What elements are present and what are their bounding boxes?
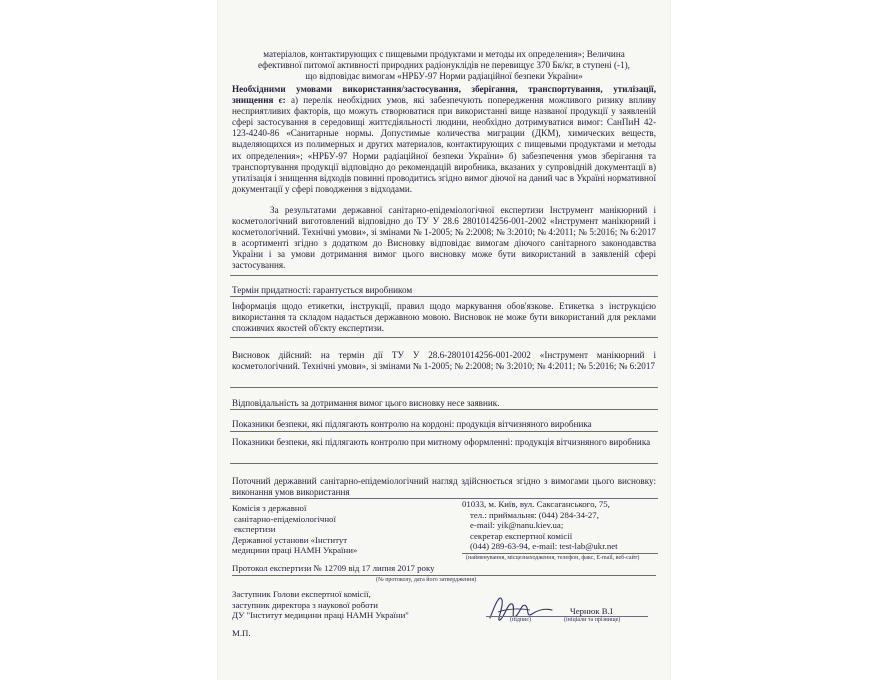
intro-line-3: що відповідає вимогам «НРБУ-97 Норми радіаційної безпеки України» — [305, 71, 583, 82]
signature-caption: (підпис) — [510, 617, 532, 623]
supervision-text: Поточний державний санітарно-епідеміологічний нагляд здійснюється згідно з вимогами цього висновку: виконання умов використання — [232, 476, 656, 498]
supervision-paragraph — [232, 476, 656, 498]
intro-line-2: ефективної питомої активності природних радіонуклідів не перевищує 370 Бк/кг, в ступені (-1), — [258, 60, 630, 71]
protocol-underline — [232, 575, 656, 576]
contact-email: e-mail: yik@nanu.kiev.ua; — [470, 520, 564, 531]
signatory-line-3: ДУ "Інститут медицини праці НАМН України" — [232, 610, 409, 621]
results-paragraph — [232, 205, 656, 272]
divider — [230, 275, 658, 276]
contacts-underline — [462, 553, 658, 554]
commission-contacts — [462, 499, 658, 552]
signatory-name: Чернюк В.І — [570, 606, 613, 616]
shelf-life: Термін придатності: гарантується виробником — [232, 285, 413, 295]
results-text: За результатами державної санітарно-епідеміологічної експертизи Інструмент манікюрний і косметологічний виготовлений відповідно до ТУ У 28.6 2801014256-001-2002 «Інструмент манікюрний і косметологічний. Технічні умови», зі змінами № 1-2005; № 2:2008; № 3:2010; № 4:2011; № 5:2016; № 6:2017 в асортименті згідно з додатком до Висновку відповідає вимогам діючого санітарного законодавства України і за умови дотримання вимог цього висновку може бути використаний в заявленій сфері застосування. — [232, 205, 656, 271]
intro-paragraph — [232, 49, 656, 82]
divider — [230, 463, 658, 464]
contact-phone: тел.: приймальня: (044) 284-34-27, — [470, 509, 599, 520]
commission-line-5: медицини праці НАМН України» — [232, 545, 358, 556]
commission-line-3: експертизи — [234, 524, 276, 535]
customs-indicators-paragraph — [232, 437, 656, 448]
border-indicators: Показники безпеки, які підлягають контролю на кордоні: продукція вітчизняного виробника — [232, 419, 592, 429]
divider — [230, 296, 658, 297]
signatory-line-1: Заступник Голови експертної комісії, — [232, 589, 371, 599]
divider — [230, 409, 658, 410]
commission-line-4: Державної установи «Інститут — [232, 534, 348, 545]
conditions-section — [232, 84, 656, 195]
contact-address: 01033, м. Київ, вул. Саксаганського, 75, — [462, 499, 610, 509]
commission-line-2: санітарно-епідеміологічної — [234, 513, 336, 524]
protocol-caption: (№ протоколу, дата його затвердження) — [376, 577, 477, 583]
responsibility: Відповідальність за дотримання вимог цього висновку несе заявник. — [232, 398, 500, 408]
divider — [230, 337, 658, 338]
contact-phone-2: (044) 289-63-94, e-mail: test-lab@ukr.net — [470, 541, 618, 552]
customs-indicators: Показники безпеки, які підлягають контролю при митному оформленні: продукція вітчизняного виробника — [232, 437, 651, 447]
commission-line-1: Комісія з державної — [232, 503, 307, 513]
validity-paragraph — [232, 350, 656, 372]
document-page — [218, 0, 670, 680]
labeling-text: Інформація щодо етикетки, інструкції, правил щодо маркування обов'язкове. Етикетка з інструкцією використання та складом надається державною мовою. Висновок не може бути використаний для реклами споживчих якостей об'єкту експертизи. — [232, 301, 656, 334]
validity-text: Висновок дійсний: на термін дії ТУ У 28.6-2801014256-001-2002 «Інструмент манікюрний і косметологічний. Технічні умови», зі змінами № 1-2005; № 2:2008; № 3:2010; № 4:2011; № 5:2016; № 6:2017 — [232, 350, 656, 372]
commission-name — [232, 503, 432, 556]
divider — [230, 431, 658, 432]
intro-line-1: матеріалов, контактирующих с пищевыми продуктами и методы их определения»; Величина — [263, 49, 625, 59]
conditions-body: а) перелік необхідних умов, які забезпечують попередження можливого ризику впливу несприятливих факторів, що можуть створюватися при використанні вище названої продукції у заявленій сфері застосування в середовищі життєдіяльності людини, необхідно дотримуватися вимог: СанПиН 42-123-4240-86 «Санитарные нормы. Допустимые количества миграции (ДКМ), химических веществ, выделяющихся из полимерных и других материалов, контактирующих с пищевыми продуктами и методы их определения»; «НРБУ-97 Норми радіаційної безпеки України» б) забезпечення умов зберігання та транспортування продукції відповідно до рекомендацій виробника, вказаних у супровідній документації в) утилізація і знищення відходів повинні проводитись згідно вимог діючої на даний час в Україні нормативної документації у сфері поводження з відходами. — [232, 95, 657, 194]
contacts-caption: (найменування, місцезнаходження, телефон, факс, E-mail, веб-сайт) — [466, 555, 640, 561]
divider — [230, 387, 658, 388]
stamp-place: М.П. — [232, 628, 251, 638]
name-caption: (ініціали та прізвище) — [564, 617, 621, 623]
contact-secretary: секретар експертної комісії — [470, 530, 573, 541]
signatory-line-2: заступник директора з наукової роботи — [232, 599, 378, 610]
conditions-heading: Необхідними умовами використання/застосування, зберігання, транспортування, утилізації, знищення є: — [232, 84, 656, 106]
protocol-text: Протокол експертизи № 12709 від 17 липня 2017 року — [232, 563, 435, 573]
labeling-paragraph — [232, 301, 656, 334]
